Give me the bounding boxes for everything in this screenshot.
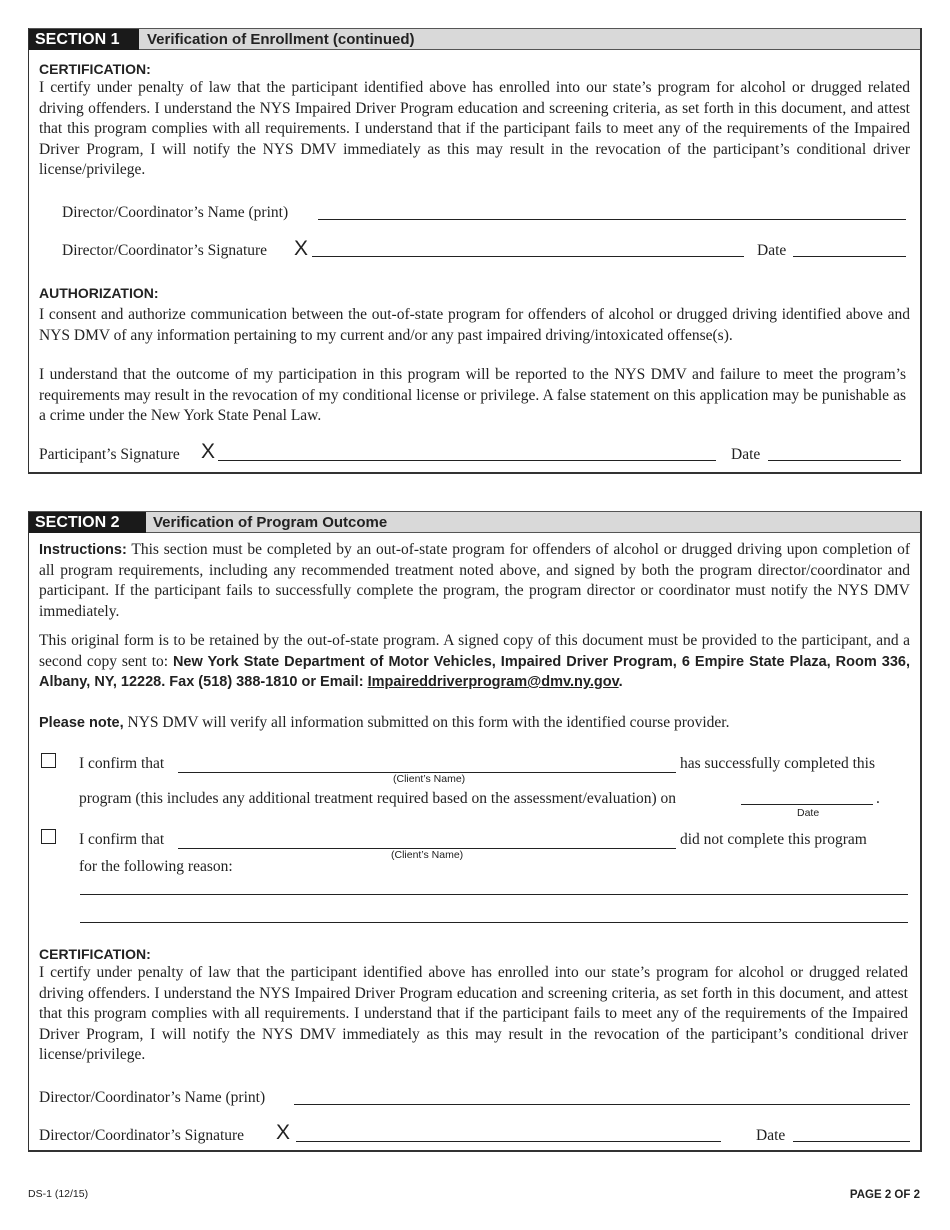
- authorization-heading: AUTHORIZATION:: [39, 285, 159, 301]
- section-2-number: SECTION 2: [29, 512, 146, 533]
- confirm-not-completed-prefix: I confirm that: [79, 831, 165, 848]
- dmv-address: New York State Department of Motor Vehicles, Impaired Driver Program, 6 Empire State Plaza, Room 336, Albany, NY, 12228. Fax (518) 388-1810 or Email:: [39, 653, 910, 690]
- completion-date-field[interactable]: [741, 804, 873, 805]
- section-2-signature-x-mark: X: [276, 1121, 291, 1144]
- section-2-director-date-field[interactable]: [793, 1141, 910, 1142]
- section-2-certification-heading: CERTIFICATION:: [39, 946, 151, 962]
- section-2-director-signature-label: Director/Coordinator’s Signature: [39, 1127, 245, 1144]
- authorization-text-2: I understand that the outcome of my participation in this program will be reported to the NYS DMV and failure to meet the program’s requirements may result in the revocation of my conditional license or privilege. A false statement on this application may be punishable as a crime under the New York State Penal Law.: [39, 366, 906, 424]
- page-number: PAGE 2 OF 2: [849, 1189, 920, 1201]
- section-1-number: SECTION 1: [29, 29, 139, 50]
- retain-paragraph: [39, 631, 910, 693]
- section-2-director-date-label: Date: [756, 1127, 786, 1144]
- director-signature-field[interactable]: [312, 256, 744, 257]
- reason-field-line-2[interactable]: [80, 922, 908, 923]
- address-period: .: [618, 674, 623, 690]
- confirm-not-completed-line2: for the following reason:: [79, 858, 233, 875]
- participant-signature-x-mark: X: [201, 440, 216, 463]
- authorization-text-1: I consent and authorize communication between the out-of-state program for offenders of alcohol or drugged driving identified above and NYS DMV of any information pertaining to my current and/or any past impaired driving/intoxicated offense(s).: [39, 306, 910, 344]
- confirm-completed-suffix: has successfully completed this: [680, 755, 875, 772]
- section-1-header: [29, 28, 920, 50]
- participant-signature-label: Participant’s Signature: [39, 446, 180, 463]
- instructions-paragraph: [39, 540, 910, 622]
- section-1-certification-text: I certify under penalty of law that the participant identified above has enrolled into our state’s program for alcohol or drugged related driving offenders. I understand the NYS Impaired Driver Program education and screening criteria, as set forth in this document, and attest that this program complies with all requirements. I understand that if the participant fails to meet any of the requirements of the Impaired Driver Program, I will notify the NYS DMV immediately as this may result in the revocation of the participant’s conditional driver license/privilege.: [39, 79, 910, 178]
- please-note-label: Please note,: [39, 715, 124, 731]
- please-note-paragraph: [39, 713, 910, 734]
- please-note-text: NYS DMV will verify all information submitted on this form with the identified course provider.: [123, 714, 730, 731]
- instructions-text: This section must be completed by an out-of-state program for offenders of alcohol or drugged driving upon completion of all program requirements, including any recommended treatment noted above, and signed by both the program director/coordinator and participant. If the participant fails to successfully complete the program, the program director or coordinator must notify the NYS DMV immediately.: [39, 541, 910, 620]
- director-name-label: Director/Coordinator’s Name (print): [62, 204, 289, 221]
- director-date-field[interactable]: [793, 256, 906, 257]
- section-2-director-name-field[interactable]: [294, 1104, 910, 1105]
- confirm-not-completed-suffix: did not complete this program: [680, 831, 867, 848]
- director-signature-label: Director/Coordinator’s Signature: [62, 242, 268, 259]
- form-id: DS-1 (12/15): [28, 1188, 89, 1200]
- participant-signature-field[interactable]: [218, 460, 716, 461]
- section-1-title: Verification of Enrollment (continued): [147, 31, 415, 48]
- instructions-label: Instructions:: [39, 542, 127, 558]
- retain-text: This original form is to be retained by the out-of-state program. A signed copy of this document must be provided to the participant, and a second copy sent to:: [39, 632, 910, 670]
- section-2-title: Verification of Program Outcome: [153, 514, 388, 531]
- director-name-field[interactable]: [318, 219, 906, 220]
- confirm-completed-line2: program (this includes any additional treatment required based on the assessment/evaluation) on: [79, 790, 677, 807]
- completed-checkbox[interactable]: [41, 753, 56, 768]
- section-2-director-name-label: Director/Coordinator’s Name (print): [39, 1089, 266, 1106]
- not-completed-checkbox[interactable]: [41, 829, 56, 844]
- client-name-caption-2: (Client’s Name): [391, 849, 464, 861]
- confirm-completed-prefix: I confirm that: [79, 755, 165, 772]
- participant-date-field[interactable]: [768, 460, 901, 461]
- client-name-caption: (Client’s Name): [393, 773, 466, 785]
- completion-date-caption: Date: [797, 807, 820, 819]
- section-1-certification-heading: CERTIFICATION:: [39, 61, 151, 77]
- signature-x-mark: X: [294, 237, 309, 260]
- section-2-header: [29, 511, 920, 533]
- participant-date-label: Date: [731, 446, 761, 463]
- section-2-certification-text: I certify under penalty of law that the participant identified above has enrolled into our state’s program for alcohol or drugged related driving offenders. I understand the NYS Impaired Driver Program education and screening criteria, as set forth in this document, and attest that this program complies with all requirements. I understand that if the participant fails to meet any of the requirements of the Impaired Driver Program, I will notify the NYS DMV immediately as this may result in the revocation of the participant’s conditional driver license/privilege.: [39, 964, 908, 1063]
- confirm-completed-end: .: [876, 790, 880, 807]
- section-2-director-signature-field[interactable]: [296, 1141, 721, 1142]
- dmv-email-link[interactable]: Impaireddriverprogram@dmv.ny.gov: [367, 674, 619, 690]
- director-date-label: Date: [757, 242, 787, 259]
- reason-field-line-1[interactable]: [80, 894, 908, 895]
